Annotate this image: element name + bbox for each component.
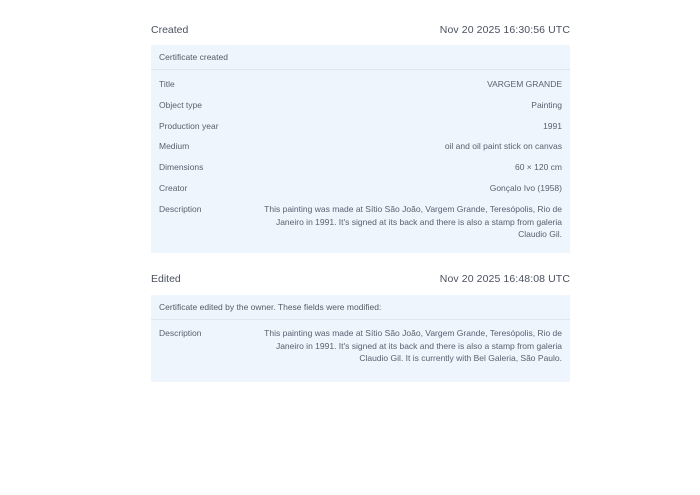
field-value: 60 × 120 cm	[514, 162, 562, 172]
field-row-description	[159, 203, 562, 241]
field-value: Painting	[531, 100, 562, 110]
field-label: Medium	[159, 141, 190, 151]
edited-event-header	[151, 269, 570, 289]
field-row-object-type	[159, 99, 562, 112]
field-value: This painting was made at Sítio São João, Vargem Grande, Teresópolis, Rio de Janeiro in 1991. It's signed at its back and there is also a stamp from galeria Claudio Gil. It is currently with Bel Galeria, São Paulo.	[264, 328, 562, 363]
field-value: VARGEM GRANDE	[487, 79, 562, 89]
created-card-title: Certificate created	[151, 45, 570, 70]
field-value: This painting was made at Sítio São João, Vargem Grande, Teresópolis, Rio de Janeiro in 1991. It's signed at its back and there is also a stamp from galeria Claudio Gil.	[264, 204, 562, 239]
field-row-title	[159, 78, 562, 91]
field-row-description	[159, 327, 562, 365]
field-value: oil and oil paint stick on canvas	[444, 141, 562, 151]
field-label: Dimensions	[159, 162, 204, 172]
field-label: Object type	[159, 100, 202, 110]
edited-heading: Edited	[151, 273, 181, 285]
field-label: Description	[159, 204, 202, 214]
field-value: Gonçalo Ivo (1958)	[489, 183, 562, 193]
created-timestamp: Nov 20 2025 16:30:56 UTC	[439, 24, 570, 36]
field-value: 1991	[543, 121, 562, 131]
field-row-medium	[159, 140, 562, 153]
edited-card	[151, 295, 570, 382]
field-label: Title	[159, 79, 175, 89]
created-card	[151, 45, 570, 253]
field-row-dimensions	[159, 161, 562, 174]
field-label: Description	[159, 328, 202, 338]
edited-timestamp: Nov 20 2025 16:48:08 UTC	[439, 273, 570, 285]
created-heading: Created	[151, 24, 189, 36]
field-row-creator	[159, 182, 562, 195]
field-label: Production year	[159, 121, 219, 131]
field-label: Creator	[159, 183, 188, 193]
field-row-production-year	[159, 120, 562, 133]
created-event-header	[151, 20, 570, 40]
edited-card-title: Certificate edited by the owner. These fields were modified:	[151, 295, 570, 320]
